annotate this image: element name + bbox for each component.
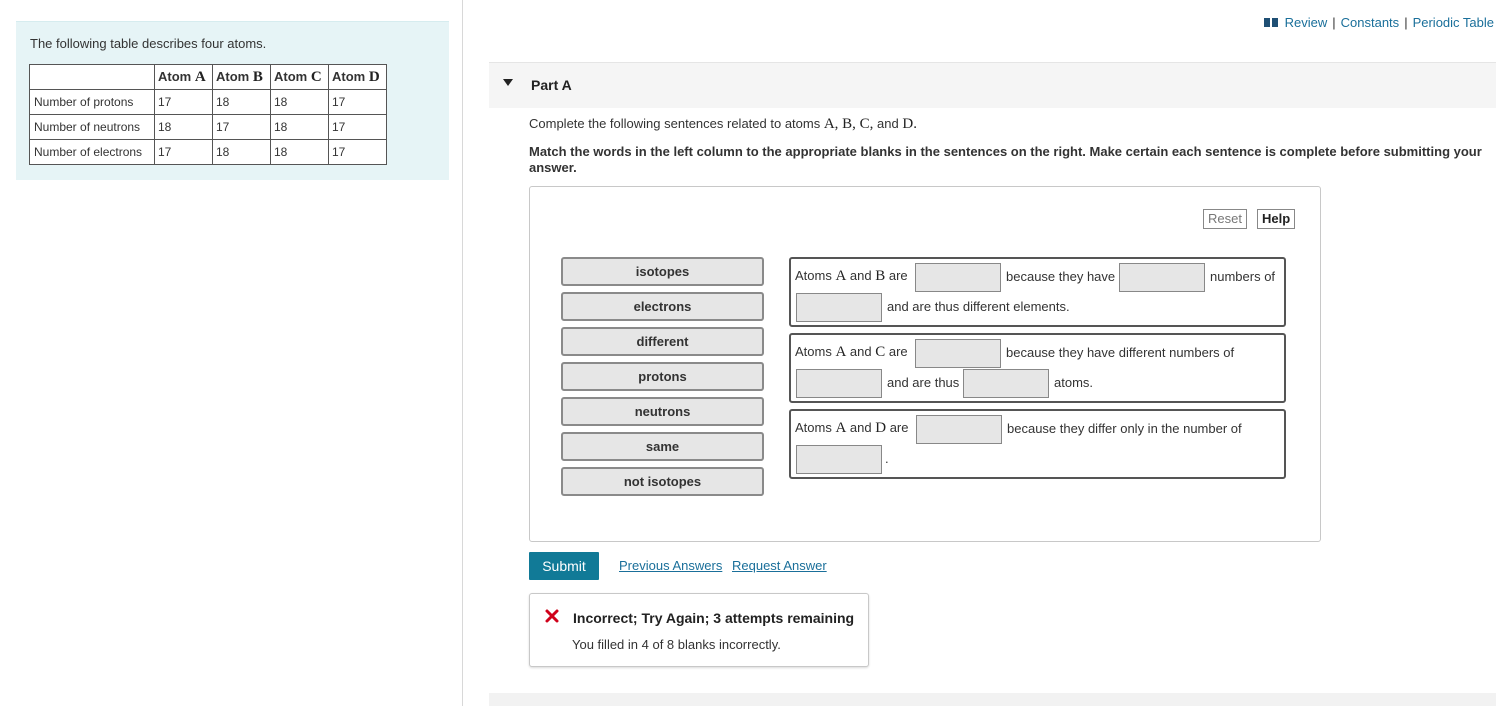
problem-intro-panel <box>16 21 449 180</box>
sentence-text: and are thus different elements. <box>887 299 1070 314</box>
header-atom-c: Atom C <box>271 65 329 90</box>
sentence-text: Atoms A and B are <box>795 268 908 284</box>
sentence-3-box <box>789 409 1286 479</box>
table-row <box>30 140 387 165</box>
previous-answers-link[interactable]: Previous Answers <box>619 558 723 573</box>
review-link[interactable]: Review <box>1284 15 1328 30</box>
word-chip-isotopes[interactable]: isotopes <box>561 257 764 286</box>
table-cell: 18 <box>155 115 213 140</box>
table-row <box>30 90 387 115</box>
link-separator: | <box>1404 15 1408 30</box>
feedback-title: Incorrect; Try Again; 3 attempts remaining <box>573 610 855 626</box>
part-a-header[interactable] <box>489 62 1496 108</box>
resource-links <box>1264 15 1494 30</box>
collapse-arrow-icon[interactable] <box>503 79 513 86</box>
feedback-box <box>529 593 869 667</box>
sentence-1-box <box>789 257 1286 327</box>
table-cell: 17 <box>155 90 213 115</box>
drag-and-drop-area <box>529 186 1321 542</box>
drop-blank[interactable] <box>915 339 1001 368</box>
table-corner-cell <box>30 65 155 90</box>
sentence-text: . <box>885 451 889 466</box>
reset-button[interactable]: Reset <box>1203 209 1247 229</box>
table-cell: 17 <box>329 115 387 140</box>
sentence-text: because they have <box>1006 269 1116 284</box>
panel-divider <box>462 0 463 706</box>
feedback-message: You filled in 4 of 8 blanks incorrectly. <box>572 637 781 652</box>
x-icon <box>544 608 560 624</box>
header-atom-d: Atom D <box>329 65 387 90</box>
sentence-text: and are thus <box>887 375 960 390</box>
sentence-2-box <box>789 333 1286 403</box>
word-chip-protons[interactable]: protons <box>561 362 764 391</box>
word-chip-neutrons[interactable]: neutrons <box>561 397 764 426</box>
matching-instructions: Match the words in the left column to the appropriate blanks in the sentences on the right. Make certain each sentence is complete before submitting your answer. <box>529 144 1482 175</box>
table-cell: 17 <box>155 140 213 165</box>
book-icon <box>1264 18 1278 27</box>
table-cell: 18 <box>271 115 329 140</box>
next-part-strip <box>489 693 1496 706</box>
periodic-table-link[interactable]: Periodic Table <box>1412 15 1494 30</box>
table-cell: 18 <box>213 90 271 115</box>
atom-table <box>29 64 387 165</box>
table-cell: 17 <box>329 140 387 165</box>
drop-blank[interactable] <box>1119 263 1205 292</box>
sentence-text: numbers of <box>1210 269 1276 284</box>
word-chip-different[interactable]: different <box>561 327 764 356</box>
table-row <box>30 115 387 140</box>
sentence-text: because they differ only in the number of <box>1007 421 1242 436</box>
drop-blank[interactable] <box>796 293 882 322</box>
drop-blank[interactable] <box>915 263 1001 292</box>
table-cell: 17 <box>329 90 387 115</box>
drop-blank[interactable] <box>916 415 1002 444</box>
table-cell: 18 <box>271 90 329 115</box>
submit-button[interactable]: Submit <box>529 552 599 580</box>
table-cell: 18 <box>213 140 271 165</box>
word-chip-not-isotopes[interactable]: not isotopes <box>561 467 764 496</box>
sentence-text: atoms. <box>1054 375 1094 390</box>
row-label-electrons: Number of electrons <box>30 140 155 165</box>
drop-blank[interactable] <box>963 369 1049 398</box>
request-answer-link[interactable]: Request Answer <box>732 558 827 573</box>
help-button[interactable]: Help <box>1257 209 1295 229</box>
word-chip-electrons[interactable]: electrons <box>561 292 764 321</box>
row-label-neutrons: Number of neutrons <box>30 115 155 140</box>
sentence-text: Atoms A and D are <box>795 420 909 436</box>
table-header-row <box>30 65 387 90</box>
row-label-protons: Number of protons <box>30 90 155 115</box>
drop-blank[interactable] <box>796 369 882 398</box>
drop-blank[interactable] <box>796 445 882 474</box>
sentence-text: because they have different numbers of <box>1006 345 1235 360</box>
word-chip-same[interactable]: same <box>561 432 764 461</box>
sentence-text: Atoms A and C are <box>795 344 908 360</box>
table-cell: 18 <box>271 140 329 165</box>
link-separator: | <box>1332 15 1336 30</box>
header-atom-b: Atom B <box>213 65 271 90</box>
table-cell: 17 <box>213 115 271 140</box>
constants-link[interactable]: Constants <box>1340 15 1400 30</box>
part-title: Part A <box>531 77 572 93</box>
header-atom-a: Atom A <box>155 65 213 90</box>
instruction-text: Complete the following sentences related to atoms A, B, C, and D. <box>529 116 917 132</box>
intro-text: The following table describes four atoms. <box>30 36 267 51</box>
